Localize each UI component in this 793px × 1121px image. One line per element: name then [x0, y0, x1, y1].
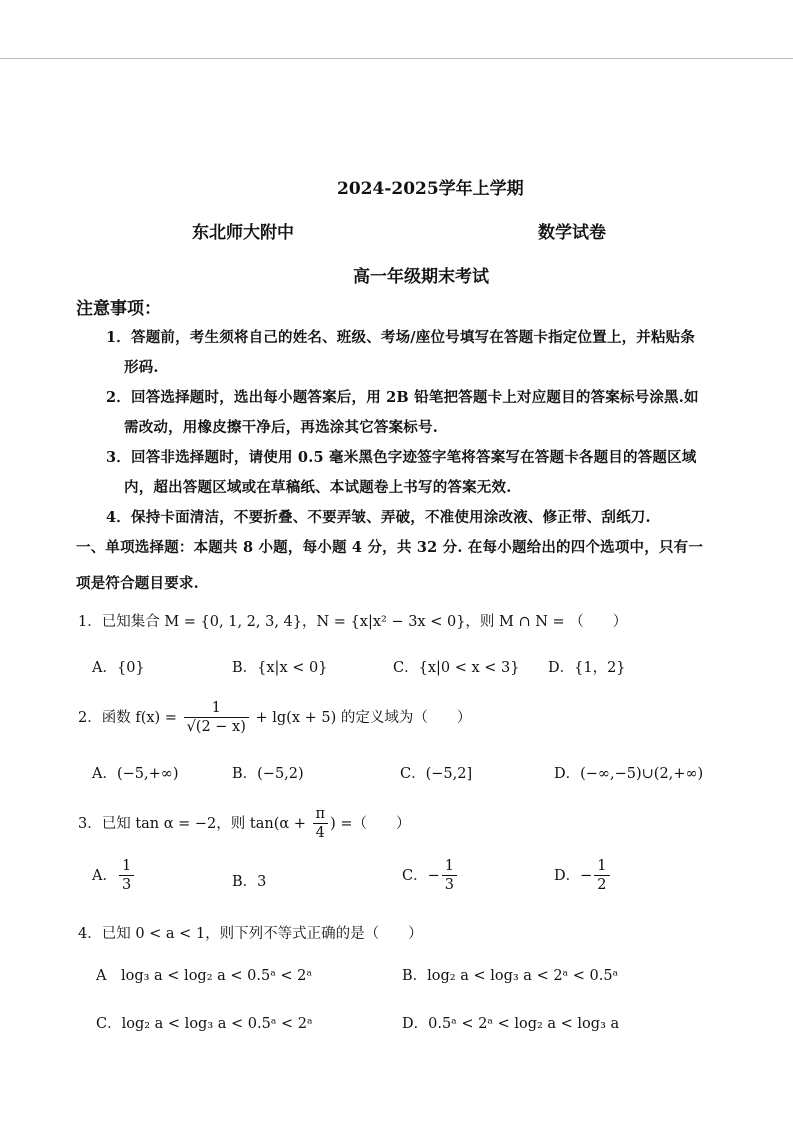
- question-2-option-a: A．(−5,+∞): [92, 766, 179, 782]
- question-3-option-c-numerator: 1: [442, 858, 457, 876]
- question-3-option-d-denominator: 2: [597, 877, 607, 893]
- page-top-rule: [0, 58, 793, 59]
- notice-title: 注意事项：: [76, 299, 161, 319]
- question-3-option-d-label: D．−: [554, 868, 593, 884]
- question-2-fraction: [184, 700, 249, 736]
- question-3-option-a: [92, 858, 136, 894]
- notice-item-4-line1: 4．保持卡面清洁，不要折叠、不要弄皱、弄破，不准使用涂改液、修正带、刮纸刀.: [106, 509, 651, 526]
- question-3-option-b: B．3: [232, 874, 267, 890]
- question-3-stem: [78, 806, 410, 842]
- question-3-option-a-numerator: 1: [119, 858, 134, 876]
- school-name: 东北师大附中: [192, 223, 294, 243]
- question-3-option-d-numerator: 1: [594, 858, 609, 876]
- notice-item-2-line2: 需改动，用橡皮擦干净后，再选涂其它答案标号.: [124, 419, 438, 436]
- question-3-option-d-fraction: [594, 858, 609, 894]
- question-3-fraction-denominator: 4: [315, 825, 325, 841]
- question-3-fraction: [313, 806, 329, 842]
- question-3-option-c-fraction: [442, 858, 457, 894]
- question-3-stem-suffix: ) =（ ）: [330, 816, 411, 832]
- question-2-fraction-numerator: 1: [184, 700, 249, 718]
- question-3-option-d: [554, 858, 612, 894]
- question-3-option-a-fraction: [119, 858, 134, 894]
- question-1-option-c: C．{x|0 < x < 3}: [393, 660, 520, 676]
- question-3-option-c-label: C．−: [402, 868, 440, 884]
- notice-item-1-line1: 1．答题前，考生须将自己的姓名、班级、考场/座位号填写在答题卡指定位置上，并粘贴条: [106, 329, 696, 346]
- question-2-stem-prefix: 2．函数 f(x) =: [78, 710, 182, 726]
- question-4-option-d: D．0.5ᵃ < 2ᵃ < log₂ a < log₃ a: [402, 1016, 620, 1032]
- question-4-option-a: A log₃ a < log₂ a < 0.5ᵃ < 2ᵃ: [96, 968, 312, 984]
- notice-item-1-line2: 形码.: [124, 359, 159, 376]
- question-3-option-c: [402, 858, 459, 894]
- question-2-option-b: B．(−5,2): [232, 766, 304, 782]
- notice-item-3-line2: 内，超出答题区域或在草稿纸、本试题卷上书写的答案无效.: [124, 479, 512, 496]
- question-2-fraction-denominator: √(2 − x): [186, 719, 246, 735]
- question-2-stem-suffix: + lg(x + 5) 的定义域为（ ）: [250, 710, 472, 726]
- section1-line2: 项是符合题目要求.: [76, 575, 199, 592]
- question-4-option-b: B．log₂ a < log₃ a < 2ᵃ < 0.5ᵃ: [402, 968, 619, 984]
- question-2-option-c: C．(−5,2]: [400, 766, 473, 782]
- question-3-fraction-numerator: π: [313, 806, 329, 824]
- exam-name: 高一年级期末考试: [353, 267, 489, 287]
- question-4-stem: 4．已知 0 < a < 1，则下列不等式正确的是（ ）: [78, 926, 423, 942]
- exam-term: 2024-2025学年上学期: [337, 179, 524, 199]
- question-3-option-a-denominator: 3: [121, 877, 132, 893]
- question-4-option-c: C．log₂ a < log₃ a < 0.5ᵃ < 2ᵃ: [96, 1016, 313, 1032]
- section1-line1: 一、单项选择题：本题共 8 小题，每小题 4 分，共 32 分. 在每小题给出的四个选项中，只有一: [76, 539, 704, 556]
- question-1-stem: 1．已知集合 M = {0, 1, 2, 3, 4}，N = {x|x² − 3x < 0}，则 M ∩ N = （ ）: [78, 614, 628, 630]
- question-1-option-a: A．{0}: [92, 660, 145, 676]
- question-2-option-d: D．(−∞,−5)∪(2,+∞): [554, 766, 704, 782]
- notice-item-3-line1: 3．回答非选择题时，请使用 0.5 毫米黑色字迹签字笔将答案写在答题卡各题目的答题区域: [106, 449, 697, 466]
- question-3-stem-prefix: 3．已知 tan α = −2，则 tan(α +: [78, 816, 311, 832]
- question-2-stem: [78, 700, 471, 736]
- question-3-option-c-denominator: 3: [444, 877, 454, 893]
- question-3-option-a-label: A．: [92, 868, 117, 884]
- notice-item-2-line1: 2．回答选择题时，选出每小题答案后，用 2B 铅笔把答题卡上对应题目的答案标号涂黑.如: [106, 389, 699, 406]
- question-1-option-b: B．{x|x < 0}: [232, 660, 328, 676]
- subject-title: 数学试卷: [538, 223, 606, 243]
- question-1-option-d: D．{1，2}: [548, 660, 626, 676]
